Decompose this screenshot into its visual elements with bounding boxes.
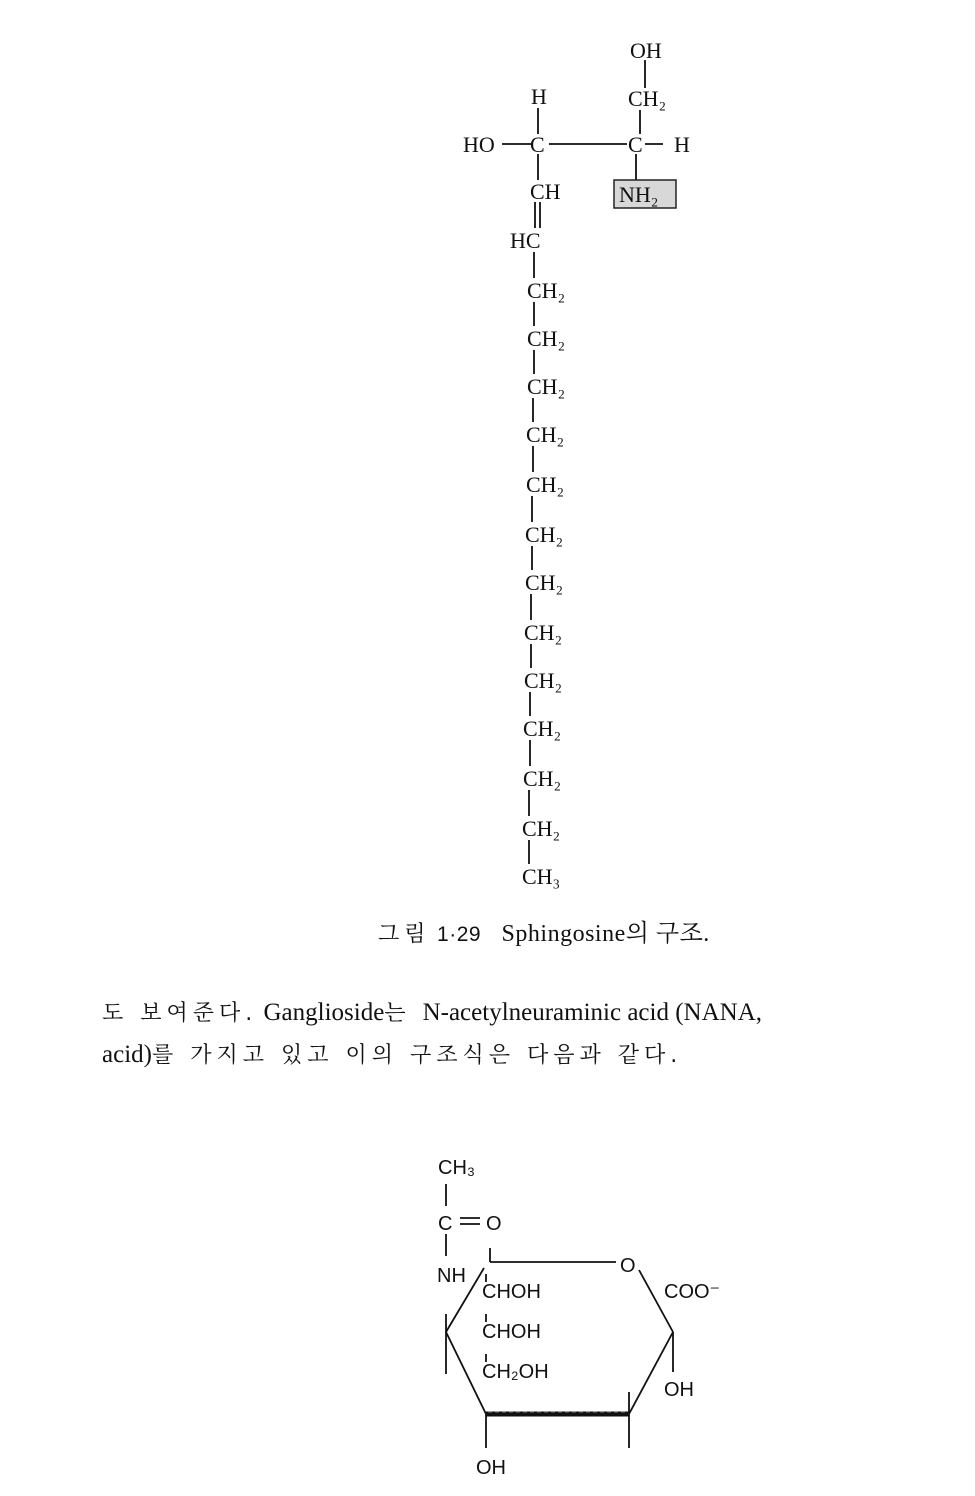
text-run: 도 보여준다. <box>102 1001 258 1026</box>
h-left-label: H <box>531 84 547 109</box>
paragraph-line-1 <box>102 992 975 1034</box>
text-run: acid) <box>102 1041 152 1068</box>
paragraph-line-2 <box>102 1034 975 1076</box>
oh-right-label: OH <box>664 1379 694 1401</box>
caption-number: 1·29 <box>437 923 482 946</box>
chain-ch2: CH₂ <box>525 570 564 595</box>
chain-ch2: CH₂ <box>524 620 563 645</box>
ch-label: CH <box>530 179 561 204</box>
text-run: N-acetylneuraminic acid (NANA, <box>422 999 763 1026</box>
ring-bold-front-edge <box>486 1412 629 1414</box>
ch3-label: CH₃ <box>438 1157 476 1179</box>
chain-ch2oh: CH₂OH <box>482 1361 549 1383</box>
text-run: 를 가지고 있고 이의 구조식은 다음과 같다. <box>151 1043 683 1068</box>
carbonyl-o-label: O <box>486 1213 502 1235</box>
nana-structure <box>0 1096 975 1496</box>
chain-ch2: CH₂ <box>523 766 562 791</box>
nh2-highlight-box <box>614 180 676 208</box>
terminal-ch3: CH₃ <box>522 864 561 889</box>
coo-label: COO⁻ <box>664 1281 721 1303</box>
chain-ch2: CH₂ <box>526 422 565 447</box>
ring-o-label: O <box>620 1255 636 1277</box>
carbonyl-c-label: C <box>438 1213 453 1235</box>
text-run: Ganglioside <box>257 999 385 1026</box>
chain-ch2: CH₂ <box>526 472 565 497</box>
oh-bottom-label: OH <box>476 1457 506 1479</box>
caption-title: Sphingosine의 구조. <box>501 921 710 947</box>
c-left-label: C <box>530 132 545 157</box>
chain-ch2: CH₂ <box>523 716 562 741</box>
oh-top-label: OH <box>630 38 662 63</box>
nh2-label: NH₂ <box>619 182 659 207</box>
chain-ch2: CH₂ <box>527 278 566 303</box>
chain-choh-1: CHOH <box>482 1281 541 1303</box>
chain-choh-2: CHOH <box>482 1321 541 1343</box>
chain-ch2: CH₂ <box>527 374 566 399</box>
ho-label: HO <box>463 132 495 157</box>
figure-caption <box>378 913 710 948</box>
chain-ch2: CH₂ <box>525 522 564 547</box>
ch2-top-label: CH₂ <box>628 86 667 111</box>
caption-prefix: 그림 <box>378 922 431 947</box>
h-right-label: H <box>674 132 690 157</box>
chain-ch2: CH₂ <box>527 326 566 351</box>
body-paragraph <box>102 992 975 1076</box>
nh-label: NH <box>437 1265 466 1287</box>
text-run: 는 <box>384 1001 423 1026</box>
chain-ch2: CH₂ <box>522 816 561 841</box>
chain-ch2: CH₂ <box>524 668 563 693</box>
c-right-label: C <box>628 132 643 157</box>
hc-label: HC <box>510 228 541 253</box>
